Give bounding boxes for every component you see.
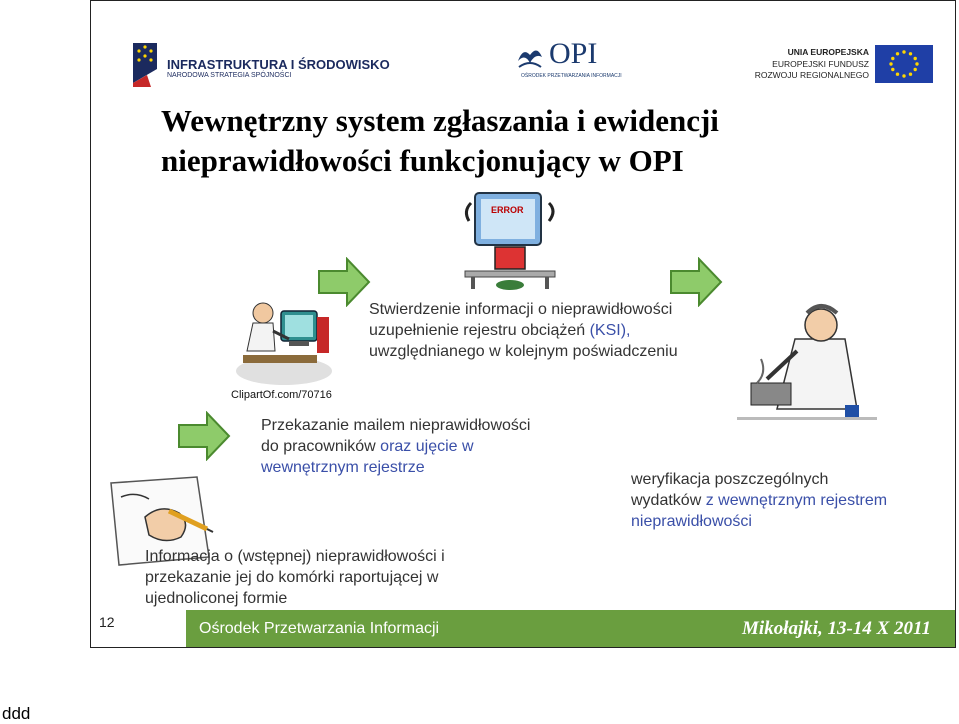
step4-line3: nieprawidłowości (631, 513, 752, 530)
slide-title-line2: nieprawidłowości funkcjonujący w OPI (161, 143, 684, 178)
opi-logo-name: OPI (549, 37, 598, 70)
step3-line2-ksi: (KSI), (589, 322, 631, 339)
eu-logo-line3: ROZWOJU REGIONALNEGO (754, 70, 869, 80)
step2-line1: Przekazanie mailem nieprawidłowości (261, 417, 531, 434)
outside-text: ddd (2, 704, 31, 723)
step2-line2-start: do pracowników (261, 438, 381, 455)
footer-event: Mikołajki, 13-14 X 2011 (742, 618, 931, 639)
step2-line2 (261, 436, 621, 457)
page-number-box (91, 610, 186, 648)
eu-flag-icon (875, 45, 933, 83)
infrastruktura-logo-title: INFRASTRUKTURA I ŚRODOWISKO (167, 57, 390, 72)
step3-line1: Stwierdzenie informacji o nieprawidłowości (369, 301, 673, 318)
page-number: 12 (99, 614, 115, 630)
eu-logo-line1: UNIA EUROPEJSKA (787, 47, 869, 57)
eu-logo-line2: EUROPEJSKI FUNDUSZ (772, 59, 869, 69)
footer-organization: Ośrodek Przetwarzania Informacji (199, 620, 440, 637)
step3-line2-start: uzupełnienie rejestru obciążeń (369, 322, 590, 339)
step2-text (261, 415, 621, 478)
step2-line2-blue: oraz ujęcie w (380, 438, 474, 455)
infrastruktura-logo-subtitle: NARODOWA STRATEGIA SPÓJNOŚCI (167, 72, 292, 79)
step3-line3: uwzględnianego w kolejnym poświadczeniu (369, 343, 678, 360)
step2-line3: wewnętrznym rejestrze (261, 459, 425, 476)
step4-line2-start: wydatków (631, 492, 706, 509)
step1-line2: przekazanie jej do komórki raportującej w (145, 569, 439, 586)
step4-text (631, 469, 951, 532)
step1-text (145, 546, 525, 609)
slide-title-line1: Wewnętrzny system zgłaszania i ewidencji (161, 103, 719, 138)
slide-footer (91, 610, 956, 648)
infrastruktura-logo (129, 39, 390, 87)
computer-user-clipart (229, 293, 339, 401)
opi-logo-icon (515, 41, 545, 71)
arrow-right-icon (177, 411, 231, 461)
step4-line2-blue: z wewnętrznym rejestrem (705, 492, 888, 509)
step1-line3: ujednoliconej formie (145, 590, 288, 607)
thinking-man-clipart (737, 299, 887, 425)
error-computer-clipart (461, 191, 561, 291)
eu-logo (753, 43, 933, 85)
arrow-right-icon (317, 257, 371, 307)
clipart-caption: ClipartOf.com/70716 (231, 389, 332, 401)
step3-line2 (369, 320, 749, 341)
step1-line1: Informacja o (wstępnej) nieprawidłowości i (145, 548, 445, 565)
step4-line1: weryfikacja poszczególnych (631, 471, 829, 488)
opi-logo-subtitle: OŚRODEK PRZETWARZANIA INFORMACJI (521, 73, 622, 79)
step4-line2 (631, 490, 951, 511)
slide (90, 0, 956, 648)
error-label: ERROR (491, 205, 524, 215)
opi-logo (515, 39, 645, 87)
infrastruktura-logo-icon (129, 39, 161, 87)
slide-title (161, 101, 901, 181)
step3-text (369, 299, 749, 362)
